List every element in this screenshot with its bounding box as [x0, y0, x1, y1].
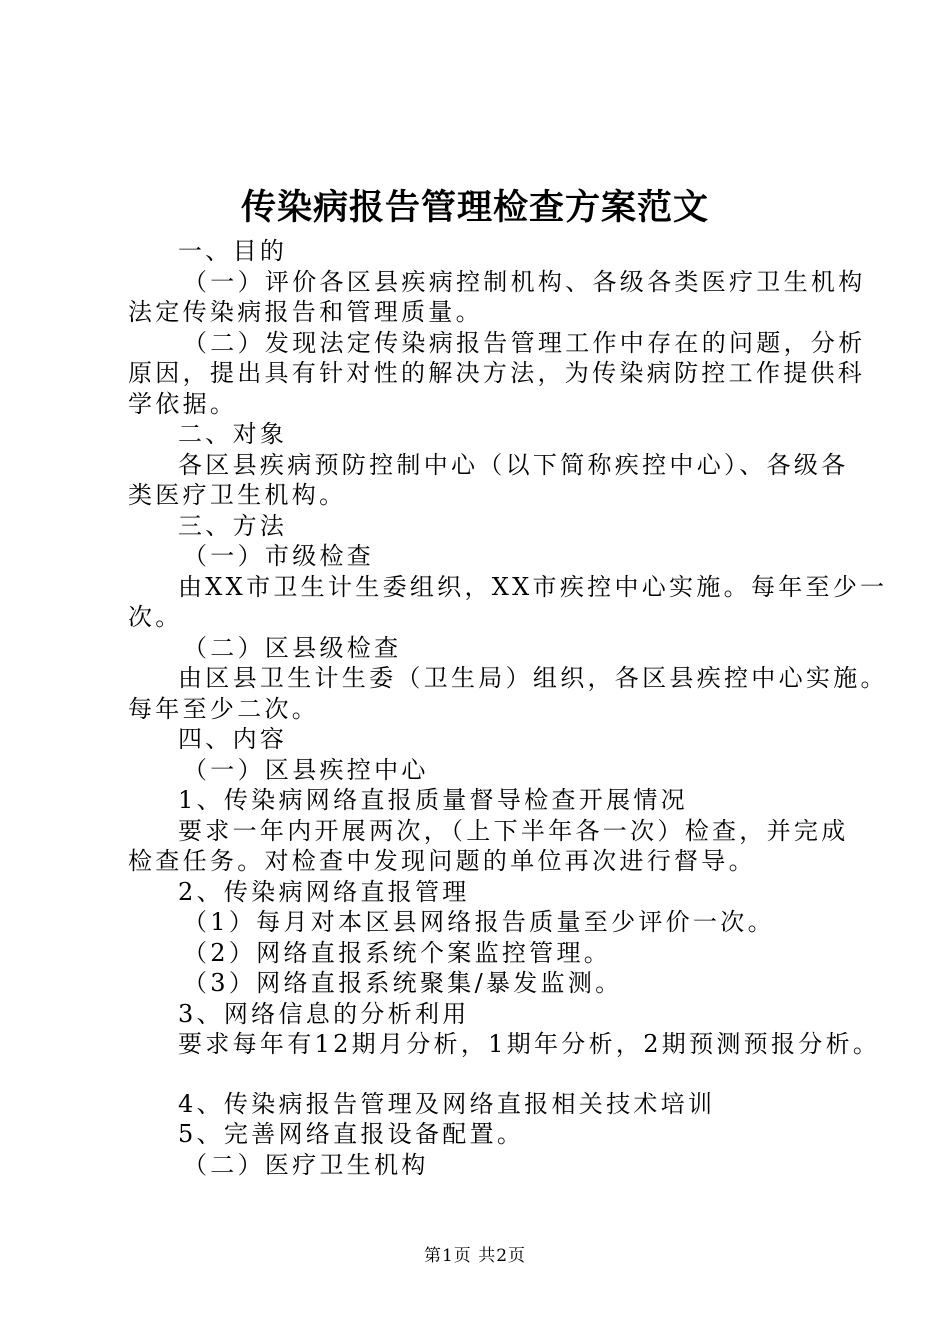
- paragraph-line: 要求一年内开展两次，（上下半年各一次）检查，并完成: [178, 816, 849, 845]
- paragraph-line: 每年至少二次。: [128, 694, 320, 723]
- paragraph-line: 学依据。: [128, 389, 238, 418]
- page-footer: 第1页 共2页: [423, 1246, 527, 1266]
- paragraph-line: 次。: [128, 603, 183, 631]
- paragraph-line: 由区县卫生计生委（卫生局）组织，各区县疾控中心实施。: [178, 664, 888, 692]
- subheading: （一）区县疾控中心: [183, 755, 429, 784]
- subheading: （二）区县级检查: [183, 633, 402, 662]
- subheading: （一）市级检查: [183, 542, 375, 570]
- list-item: （2）网络直报系统个案监控管理。: [183, 938, 612, 967]
- heading-content: 四、内容: [178, 725, 288, 753]
- heading-method: 三、方法: [178, 511, 288, 540]
- list-item: 5、完善网络直报设备配置。: [178, 1120, 525, 1148]
- heading-purpose: 一、目的: [178, 237, 288, 265]
- list-item: 2、传染病网络直报管理: [178, 877, 470, 906]
- paragraph-line: （二）发现法定传染病报告管理工作中存在的问题，分析: [183, 328, 866, 357]
- list-item: 3、网络信息的分析利用: [178, 999, 470, 1028]
- paragraph-line: 各区县疾病预防控制中心（以下简称疾控中心）、各级各: [178, 450, 849, 479]
- paragraph-line: 检查任务。对检查中发现问题的单位再次进行督导。: [128, 847, 756, 875]
- paragraph-line: 由XX市卫生计生委组织，XX市疾控中心实施。每年至少一: [178, 572, 888, 601]
- subheading: （二）医疗卫生机构: [183, 1150, 429, 1179]
- document-body: [128, 236, 888, 1180]
- list-item: （3）网络直报系统聚集/暴发监测。: [183, 969, 623, 997]
- heading-target: 二、对象: [178, 420, 288, 448]
- paragraph-line: 要求每年有12期月分析，1期年分析，2期预测预报分析。: [178, 1030, 881, 1058]
- paragraph-line: 法定传染病报告和管理质量。: [128, 298, 483, 326]
- list-item: 1、传染病网络直报质量督导检查开展情况: [178, 786, 688, 814]
- document-title: 传染病报告管理检查方案范文: [240, 187, 709, 228]
- paragraph-line: 类医疗卫生机构。: [128, 481, 347, 509]
- paragraph-line: （一）评价各区县疾病控制机构、各级各类医疗卫生机构: [183, 267, 866, 296]
- list-item: （1）每月对本区县网络报告质量至少评价一次。: [183, 908, 775, 936]
- list-item: 4、传染病报告管理及网络直报相关技术培训: [178, 1089, 716, 1118]
- paragraph-line: 原因，提出具有针对性的解决方法，为传染病防控工作提供科: [128, 359, 866, 387]
